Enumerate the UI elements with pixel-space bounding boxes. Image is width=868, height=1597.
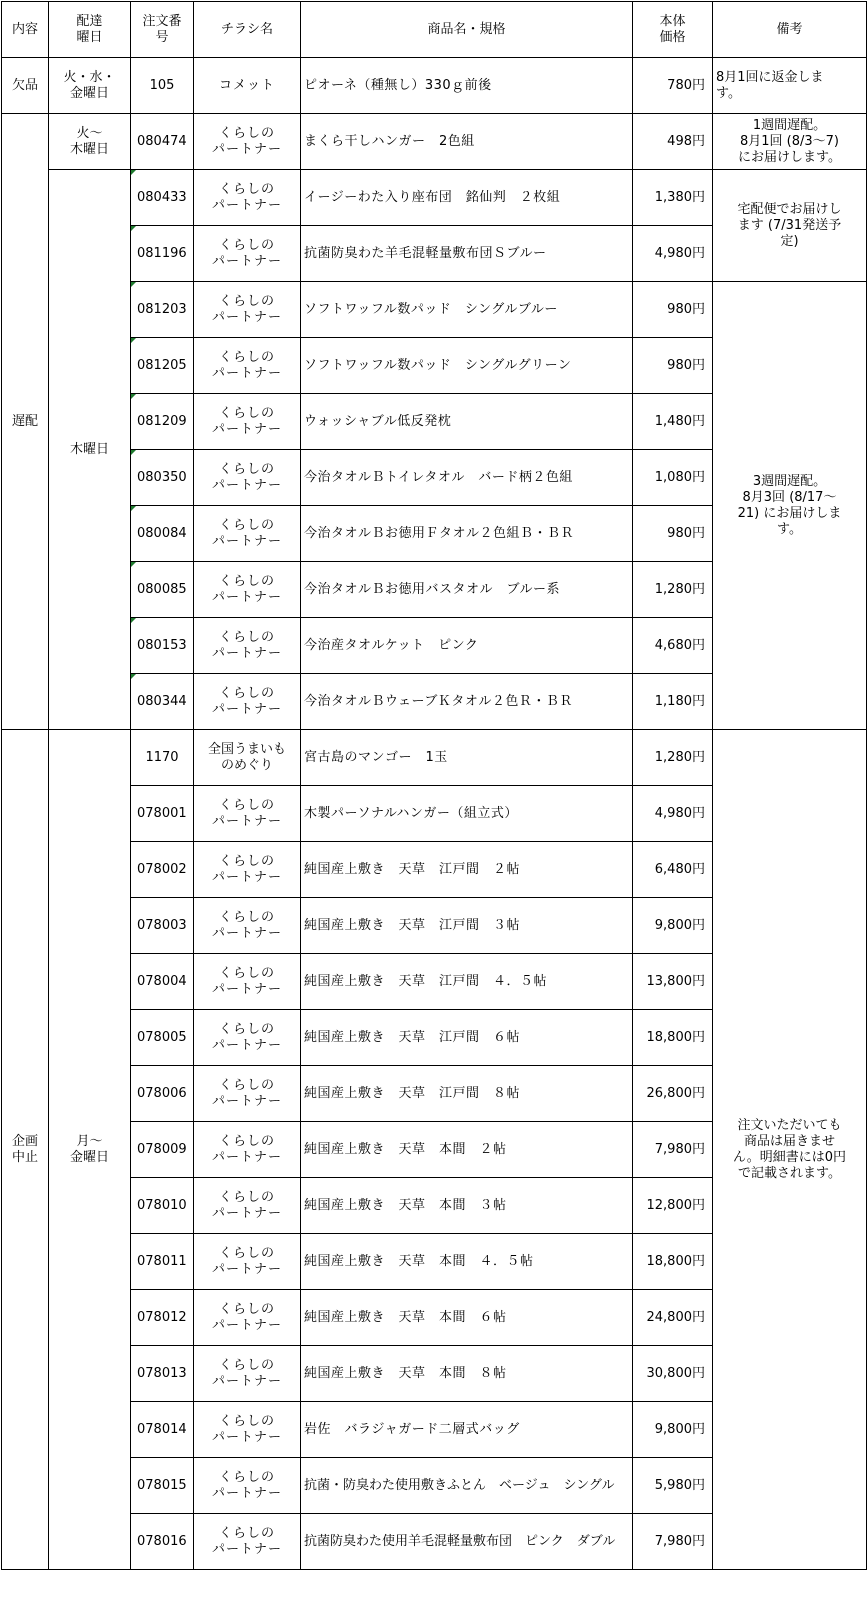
price: 1,180円	[633, 674, 713, 730]
product-name: 純国産上敷き 天草 江戸間 ３帖	[301, 898, 633, 954]
product-name: 抗菌防臭わた使用羊毛混軽量敷布団 ピンク ダブル	[301, 1514, 633, 1570]
flyer-name: くらしの パートナー	[194, 674, 301, 730]
price: 980円	[633, 282, 713, 338]
order-no: 081203	[131, 282, 194, 338]
order-no: 078002	[131, 842, 194, 898]
product-name: イージーわた入り座布団 銘仙判 ２枚組	[301, 170, 633, 226]
price: 4,980円	[633, 786, 713, 842]
flyer-name: くらしの パートナー	[194, 1010, 301, 1066]
product-name: 純国産上敷き 天草 本間 ８帖	[301, 1346, 633, 1402]
product-name: 今治タオルＢお徳用Ｆタオル２色組Ｂ・ＢＲ	[301, 506, 633, 562]
price: 5,980円	[633, 1458, 713, 1514]
flyer-name: くらしの パートナー	[194, 170, 301, 226]
product-name: 純国産上敷き 天草 本間 ３帖	[301, 1178, 633, 1234]
flyer-name: くらしの パートナー	[194, 114, 301, 170]
price: 1,280円	[633, 730, 713, 786]
flyer-name: くらしの パートナー	[194, 338, 301, 394]
remarks: 宅配便でお届けし ます (7/31発送予 定)	[713, 170, 867, 282]
order-no: 081209	[131, 394, 194, 450]
order-no: 080433	[131, 170, 194, 226]
price: 4,980円	[633, 226, 713, 282]
flyer-name: くらしの パートナー	[194, 1346, 301, 1402]
price: 18,800円	[633, 1234, 713, 1290]
category-cancelled: 企画 中止	[2, 730, 49, 1570]
price: 13,800円	[633, 954, 713, 1010]
order-no: 078013	[131, 1346, 194, 1402]
product-name: ウォッシャブル低反発枕	[301, 394, 633, 450]
header-flyer: チラシ名	[194, 2, 301, 58]
price: 6,480円	[633, 842, 713, 898]
order-no: 105	[131, 58, 194, 114]
table-row	[2, 282, 867, 338]
table-row	[2, 170, 867, 226]
order-no: 078006	[131, 1066, 194, 1122]
product-name: 今治タオルＢお徳用バスタオル ブルー系	[301, 562, 633, 618]
price: 980円	[633, 338, 713, 394]
flyer-name: くらしの パートナー	[194, 1402, 301, 1458]
remarks: 3週間遅配。 8月3回 (8/17～ 21) にお届けしま す。	[713, 282, 867, 730]
order-no: 078016	[131, 1514, 194, 1570]
header-remarks: 備考	[713, 2, 867, 58]
header-row	[2, 2, 867, 58]
order-no: 078004	[131, 954, 194, 1010]
header-price: 本体 価格	[633, 2, 713, 58]
flyer-name: くらしの パートナー	[194, 618, 301, 674]
product-name: 抗菌・防臭わた使用敷きふとん ベージュ シングル	[301, 1458, 633, 1514]
flyer-name: 全国うまいも のめぐり	[194, 730, 301, 786]
price: 1,280円	[633, 562, 713, 618]
price: 498円	[633, 114, 713, 170]
product-name: まくら干しハンガー 2色組	[301, 114, 633, 170]
order-no: 080350	[131, 450, 194, 506]
flyer-name: くらしの パートナー	[194, 1290, 301, 1346]
order-no: 080085	[131, 562, 194, 618]
product-name: 宮古島のマンゴー 1玉	[301, 730, 633, 786]
remarks: 1週間遅配。 8月1回 (8/3～7) にお届けします。	[713, 114, 867, 170]
price: 26,800円	[633, 1066, 713, 1122]
price: 1,480円	[633, 394, 713, 450]
order-no: 1170	[131, 730, 194, 786]
price: 12,800円	[633, 1178, 713, 1234]
order-no: 081196	[131, 226, 194, 282]
flyer-name: くらしの パートナー	[194, 394, 301, 450]
product-name: 木製パーソナルハンガー（組立式）	[301, 786, 633, 842]
table-row	[2, 730, 867, 786]
product-name: ピオーネ（種無し）330ｇ前後	[301, 58, 633, 114]
order-no: 080344	[131, 674, 194, 730]
table-row	[2, 114, 867, 170]
product-name: 抗菌防臭わた羊毛混軽量敷布団Ｓブルー	[301, 226, 633, 282]
flyer-name: くらしの パートナー	[194, 898, 301, 954]
order-table	[1, 1, 867, 1570]
product-name: 純国産上敷き 天草 江戸間 ２帖	[301, 842, 633, 898]
price: 4,680円	[633, 618, 713, 674]
flyer-name: くらしの パートナー	[194, 1458, 301, 1514]
flyer-name: くらしの パートナー	[194, 954, 301, 1010]
price: 9,800円	[633, 898, 713, 954]
flyer-name: くらしの パートナー	[194, 786, 301, 842]
price: 780円	[633, 58, 713, 114]
product-name: 純国産上敷き 天草 本間 ６帖	[301, 1290, 633, 1346]
flyer-name: くらしの パートナー	[194, 1122, 301, 1178]
order-no: 078001	[131, 786, 194, 842]
price: 9,800円	[633, 1402, 713, 1458]
order-no: 078010	[131, 1178, 194, 1234]
price: 1,080円	[633, 450, 713, 506]
remarks: 注文いただいても 商品は届きませ ん。明細書には0円 で記載されます。	[713, 730, 867, 1570]
flyer-name: くらしの パートナー	[194, 226, 301, 282]
price: 18,800円	[633, 1010, 713, 1066]
price: 7,980円	[633, 1514, 713, 1570]
flyer-name: くらしの パートナー	[194, 1066, 301, 1122]
header-product: 商品名・規格	[301, 2, 633, 58]
header-order-no: 注文番 号	[131, 2, 194, 58]
flyer-name: くらしの パートナー	[194, 1178, 301, 1234]
order-no: 078011	[131, 1234, 194, 1290]
table-row	[2, 58, 867, 114]
flyer-name: くらしの パートナー	[194, 450, 301, 506]
delivery-day: 月～ 金曜日	[49, 730, 131, 1570]
flyer-name: くらしの パートナー	[194, 1234, 301, 1290]
product-name: 今治タオルＢトイレタオル バード柄２色組	[301, 450, 633, 506]
delivery-day: 火・水・ 金曜日	[49, 58, 131, 114]
order-no: 078003	[131, 898, 194, 954]
order-no: 078005	[131, 1010, 194, 1066]
product-name: 今治タオルＢウェーブＫタオル２色Ｒ・ＢＲ	[301, 674, 633, 730]
product-name: 純国産上敷き 天草 江戸間 ８帖	[301, 1066, 633, 1122]
flyer-name: コメット	[194, 58, 301, 114]
price: 1,380円	[633, 170, 713, 226]
price: 24,800円	[633, 1290, 713, 1346]
order-no: 080153	[131, 618, 194, 674]
header-delivery-day: 配達 曜日	[49, 2, 131, 58]
order-no: 081205	[131, 338, 194, 394]
category-missing: 欠品	[2, 58, 49, 114]
order-no: 078015	[131, 1458, 194, 1514]
product-name: 純国産上敷き 天草 江戸間 ６帖	[301, 1010, 633, 1066]
product-name: 今治産タオルケット ピンク	[301, 618, 633, 674]
flyer-name: くらしの パートナー	[194, 282, 301, 338]
price: 7,980円	[633, 1122, 713, 1178]
order-no: 078009	[131, 1122, 194, 1178]
order-no: 078014	[131, 1402, 194, 1458]
price: 30,800円	[633, 1346, 713, 1402]
flyer-name: くらしの パートナー	[194, 506, 301, 562]
flyer-name: くらしの パートナー	[194, 562, 301, 618]
product-name: ソフトワッフル数パッド シングルグリーン	[301, 338, 633, 394]
product-name: 純国産上敷き 天草 本間 ４．５帖	[301, 1234, 633, 1290]
product-name: ソフトワッフル数パッド シングルブルー	[301, 282, 633, 338]
price: 980円	[633, 506, 713, 562]
product-name: 純国産上敷き 天草 本間 ２帖	[301, 1122, 633, 1178]
order-no: 080474	[131, 114, 194, 170]
header-content: 内容	[2, 2, 49, 58]
flyer-name: くらしの パートナー	[194, 842, 301, 898]
flyer-name: くらしの パートナー	[194, 1514, 301, 1570]
category-delayed: 遅配	[2, 114, 49, 730]
delivery-day: 火～ 木曜日	[49, 114, 131, 170]
order-no: 078012	[131, 1290, 194, 1346]
order-no: 080084	[131, 506, 194, 562]
remarks: 8月1回に返金しま す。	[713, 58, 867, 114]
product-name: 純国産上敷き 天草 江戸間 ４．５帖	[301, 954, 633, 1010]
product-name: 岩佐 バラジャガード二層式バッグ	[301, 1402, 633, 1458]
delivery-day: 木曜日	[49, 170, 131, 730]
